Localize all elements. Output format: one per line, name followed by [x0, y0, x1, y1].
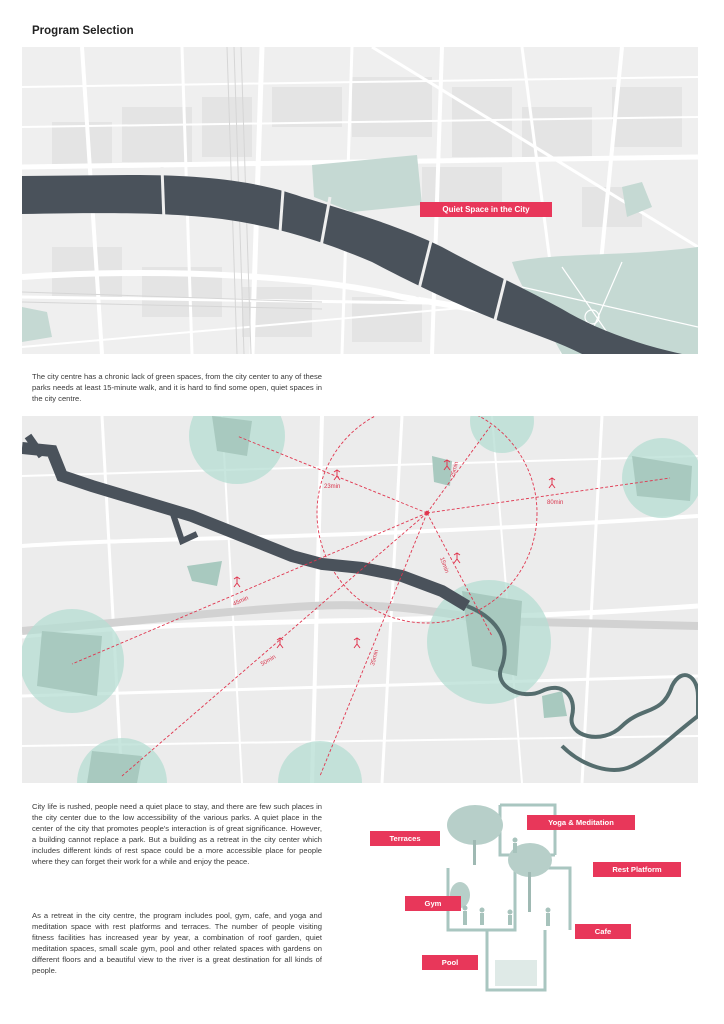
quiet-space-map — [22, 47, 698, 354]
middle-text: The city centre has a chronic lack of green spaces, from the city center to any of these parks needs at least 15-minute walk, and it is hard to find some open, quiet spaces in the city centre. — [32, 372, 322, 403]
quiet-space-label: Quiet Space in the City — [420, 202, 552, 217]
distance-label-park-southwest: 50min — [260, 654, 278, 668]
program-text-2: As a retreat in the city centre, the program includes pool, gym, cafe, and yoga and meditation space with rest platforms and terraces. The number of people visiting fitness facilities has increased year by year, a combination of roof garden, quiet meditation spaces, small scale gym, pool and other related spaces with gardens on different floors and a beautiful view to the river is a great destination for all kinds of people. — [32, 911, 322, 975]
program-text-1: City life is rushed, people need a quiet place to stay, and there are few such places in the city center due to the low accessibility of the various parks. A quiet place in the center of the city that promotes people's interaction is of great significance. However, a building cannot replace a park. But a building as a retreat in the city center which includes different kinds of rest space could be a more accessible place for people where they can forget their work for a while and enjoy the peace. — [32, 802, 322, 866]
gym-label: Gym — [405, 896, 461, 911]
pool-label: Pool — [422, 955, 478, 970]
park-distance-map — [22, 416, 698, 783]
distance-label-park-west-north: 23min — [324, 484, 341, 490]
distance-label-park-west: 45min — [232, 595, 250, 608]
distance-label-park-south: 35min — [370, 649, 381, 667]
yoga-meditation-label: Yoga & Meditation — [527, 815, 635, 830]
terraces-label: Terraces — [370, 831, 440, 846]
distance-label-park-north: 25min — [450, 461, 461, 479]
cafe-label: Cafe — [575, 924, 631, 939]
distance-label-park-river-east: 15min — [438, 556, 450, 575]
distance-label-park-east: 80min — [547, 500, 564, 506]
rest-platform-label: Rest Platform — [593, 862, 681, 877]
page-title: Program Selection — [32, 25, 134, 37]
program-diagram — [370, 800, 700, 1000]
